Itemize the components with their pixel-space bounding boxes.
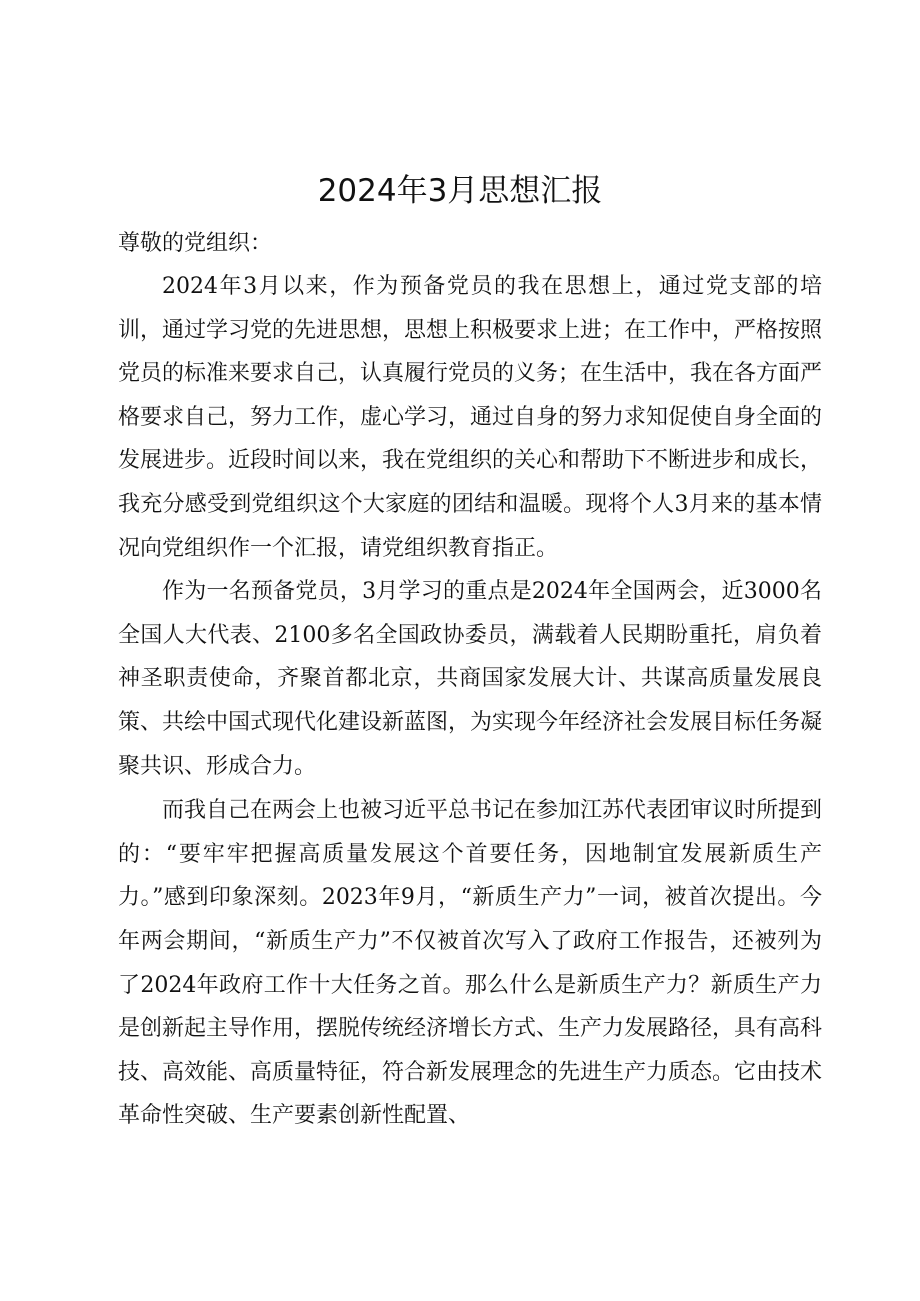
salutation: 尊敬的党组织： <box>118 231 273 256</box>
document-title: 2024年3月思想汇报 <box>317 173 603 209</box>
document-body <box>118 222 822 1138</box>
paragraph-3: 而我自己在两会上也被习近平总书记在参加江苏代表团审议时所提到的：“要牢牢把握高质量发展这个首要任务，因地制宜发展新质生产力。”感到印象深刻。2023年9月，“新质生产力”一词，被首次提出。今年两会期间，“新质生产力”不仅被首次写入了政府工作报告，还被列为了2024年政府工作十大任务之首。那么什么是新质生产力？新质生产力是创新起主导作用，摆脱传统经济增长方式、生产力发展路径，具有高科技、高效能、高质量特征，符合新发展理念的先进生产力质态。它由技术革命性突破、生产要素创新性配置、 <box>118 798 823 1129</box>
paragraph-2: 作为一名预备党员，3月学习的重点是2024年全国两会，近3000名全国人大代表、2100多名全国政协委员，满载着人民期盼重托，肩负着神圣职责使命，齐聚首都北京，共商国家发展大计、共谋高质量发展良策、共绘中国式现代化建设新蓝图，为实现今年经济社会发展目标任务凝聚共识、形成合力。 <box>118 579 823 779</box>
paragraph-1: 2024年3月以来，作为预备党员的我在思想上，通过党支部的培训，通过学习党的先进思想，思想上积极要求上进；在工作中，严格按照党员的标准来要求自己，认真履行党员的义务；在生活中，我在各方面严格要求自己，努力工作，虚心学习，通过自身的努力求知促使自身全面的发展进步。近段时间以来，我在党组织的关心和帮助下不断进步和成长，我充分感受到党组织这个大家庭的团结和温暖。现将个人3月来的基本情况向党组织作一个汇报，请党组织教育指正。 <box>118 274 823 561</box>
